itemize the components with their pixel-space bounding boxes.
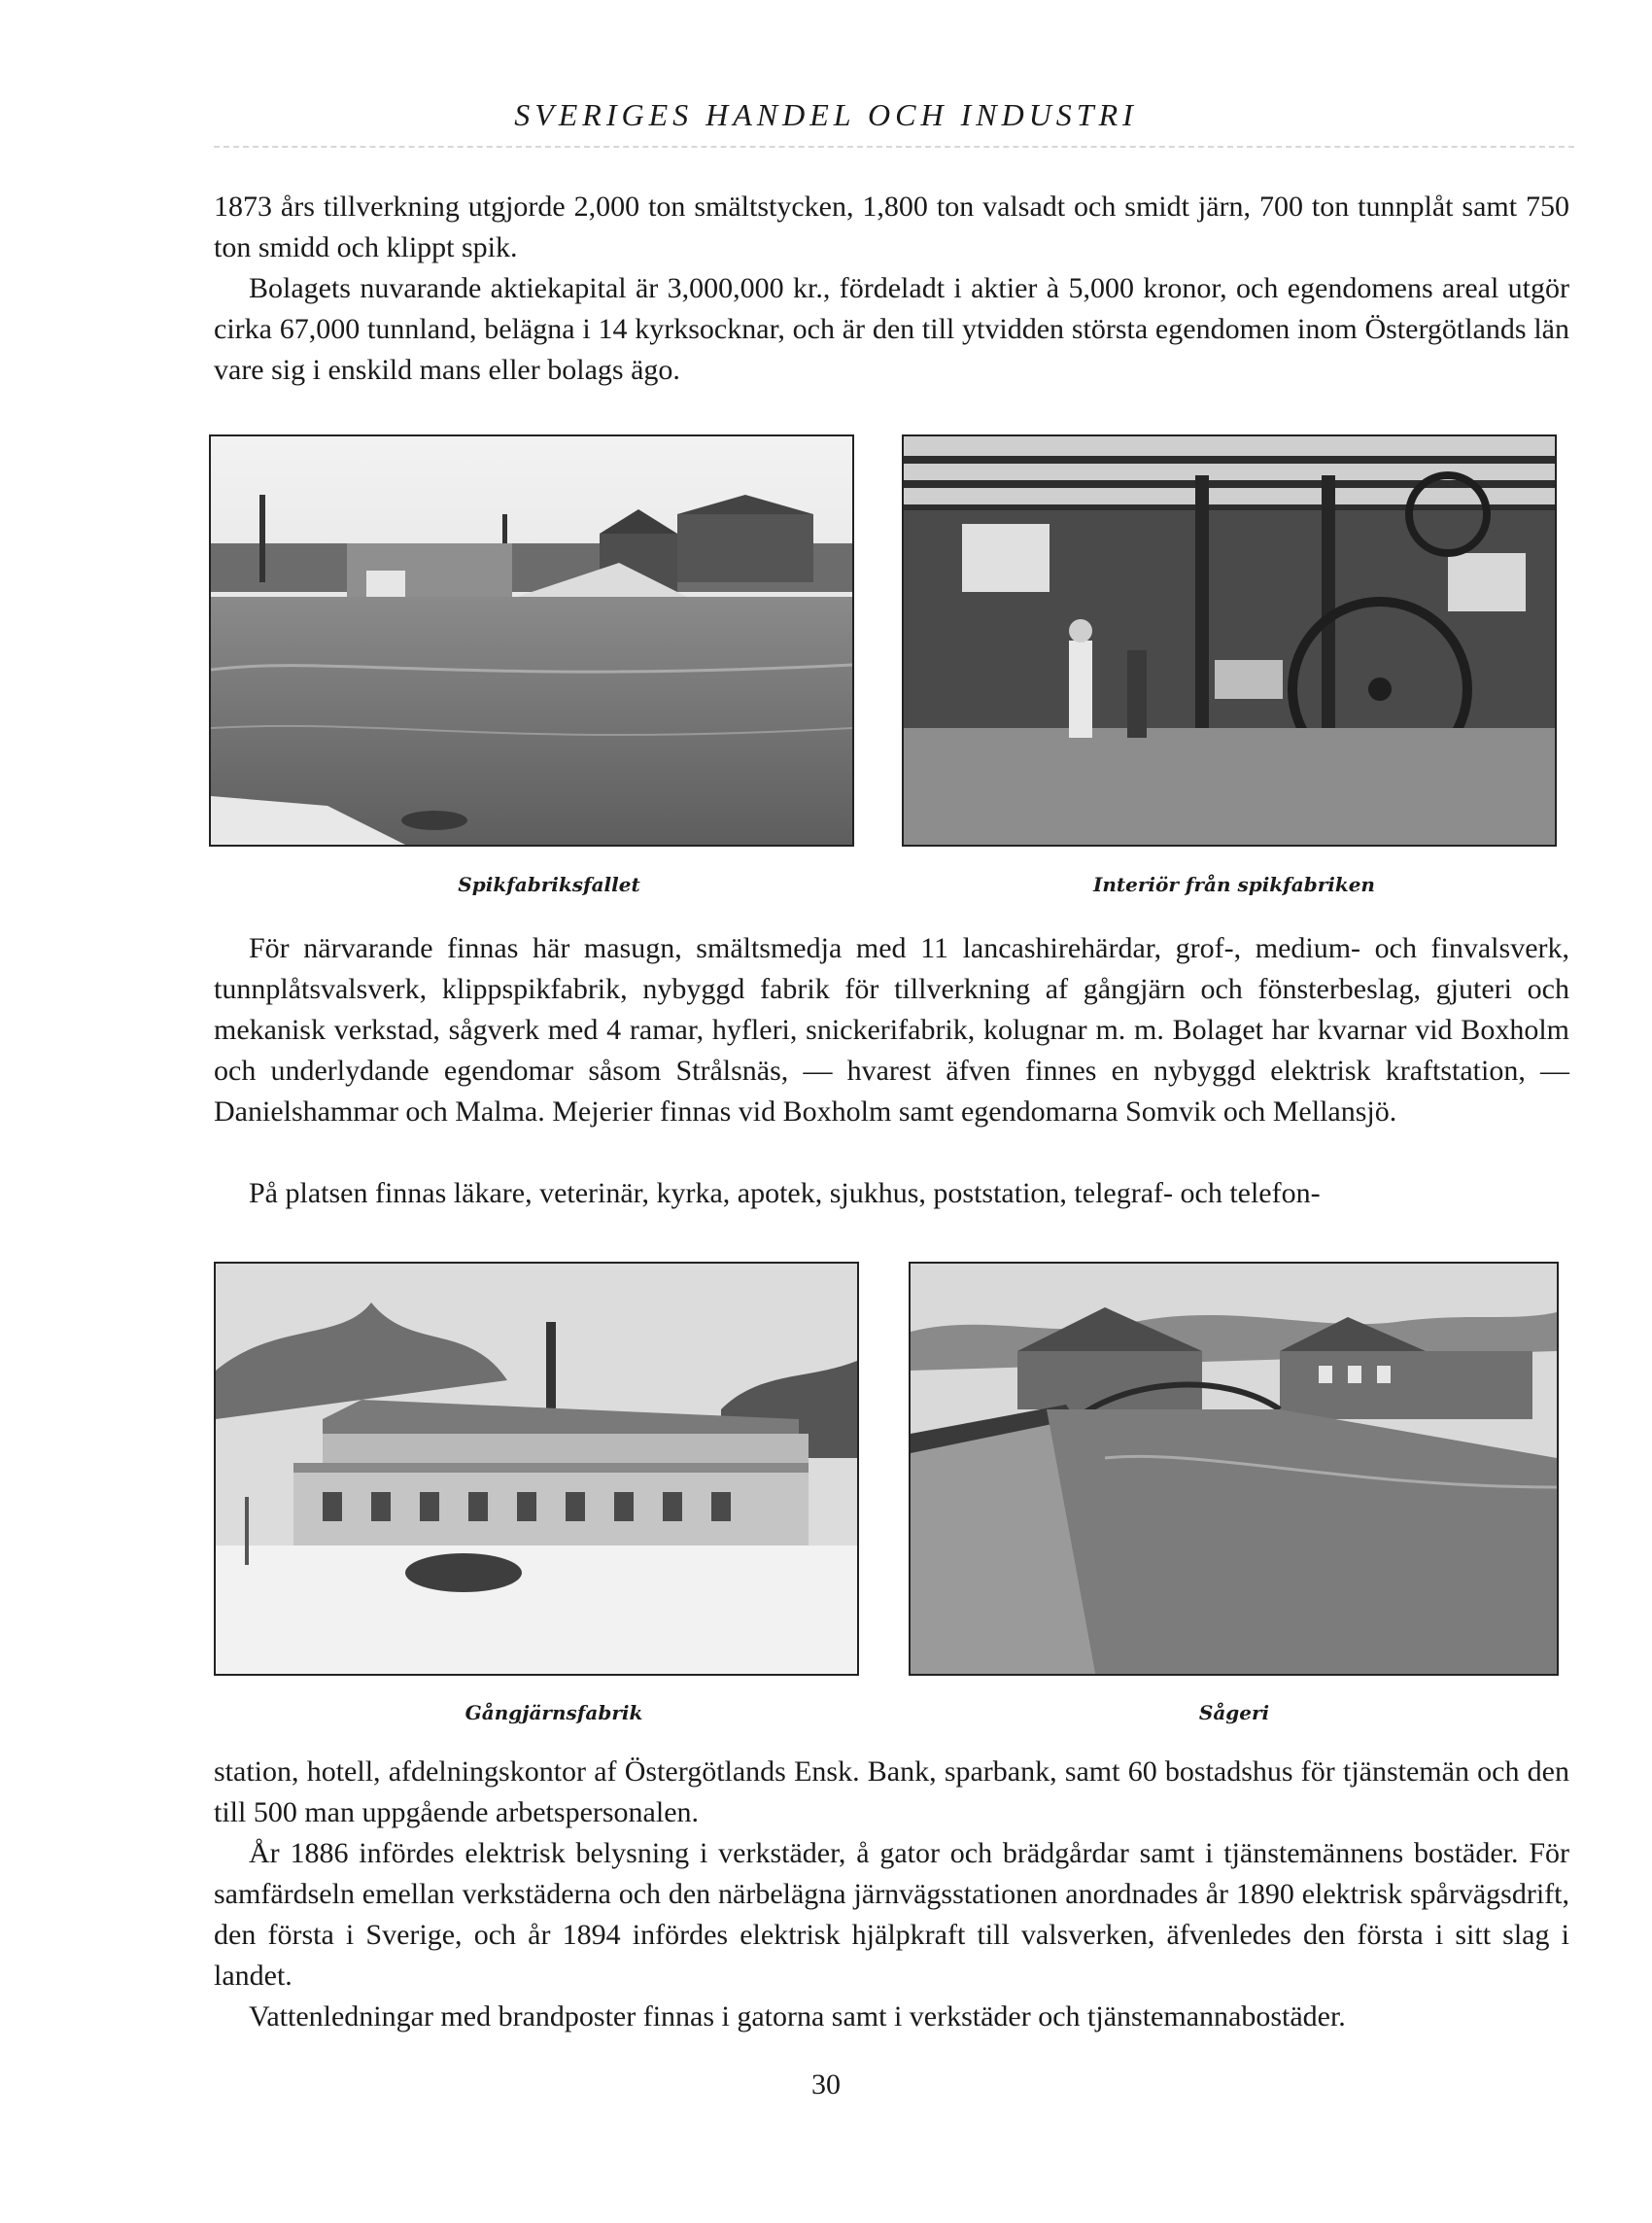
header-divider bbox=[214, 146, 1574, 148]
paragraph-share-capital: Bolagets nuvarande aktiekapital är 3,000,000 kr., fördeladt i aktier à 5,000 kronor, och egendomens areal utgör cirka 67,000 tunnland, belägna i 14 kyrksocknar, och är den till ytvidden största egendomen inom Östergötlands län vare sig i enskild mans eller bolags ägo. bbox=[214, 272, 1569, 386]
paragraph-water-supply: Vattenledningar med brandposter finnas i gatorna samt i verkstäder och tjänstemannabostäder. bbox=[249, 2000, 1346, 2032]
photo-sageri bbox=[909, 1262, 1559, 1676]
paragraph-production-1873: 1873 års tillverkning utgjorde 2,000 ton smältstycken, 1,800 ton valsadt och smidt järn, 700 ton tunnplåt samt 750 ton smidd och klippt spik. bbox=[214, 191, 1569, 263]
page-number: 30 bbox=[811, 2068, 841, 2101]
photo-gangjarnsfabrik bbox=[214, 1262, 859, 1676]
paragraph-electric-lighting: År 1886 infördes elektrisk belysning i verkstäder, å gator och brädgårdar samt i tjänstemännens bostäder. För samfärdseln emellan verkstäderna och den närbelägna järnvägsstationen anordnades år 1890 elektrisk spårvägsdrift, den första i Sverige, och år 1894 infördes elektrisk hjälpkraft till valsverken, äfvenledes den första i sitt slag i landet. bbox=[214, 1837, 1569, 1992]
caption-gangjarnsfabrik: Gångjärnsfabrik bbox=[465, 1701, 643, 1724]
photo-interior-spikfabriken bbox=[902, 434, 1557, 847]
caption-interior-spikfabriken: Interiör från spikfabriken bbox=[1093, 873, 1375, 896]
caption-spikfabriksfallet: Spikfabriksfallet bbox=[458, 873, 640, 896]
paragraph-facilities: För närvarande finnas här masugn, smältsmedja med 11 lancashirehärdar, grof-, medium- och finvalsverk, tunnplåtsvalsverk, klippspikfabrik, nybyggd fabrik för tillverkning af gångjärn och fönsterbeslag, gjuteri och mekanisk verkstad, sågverk med 4 ramar, hyfleri, snickerifabrik, kolugnar m. m. Bolaget har kvarnar vid Boxholm och underlydande egendomar såsom Strålsnäs, — hvarest äfven finnes en nybyggd elektrisk kraftstation, — Danielshammar och Malma. Mejerier finnas vid Boxholm samt egendomarna Somvik och Mellansjö. bbox=[214, 932, 1569, 1128]
paragraph-services-start: På platsen finnas läkare, veterinär, kyrka, apotek, sjukhus, poststation, telegraf- och telefon- bbox=[249, 1177, 1321, 1209]
running-title: SVERIGES HANDEL OCH INDUSTRI bbox=[514, 97, 1138, 132]
caption-sageri: Sågeri bbox=[1198, 1701, 1270, 1724]
photo-spikfabriksfallet bbox=[209, 434, 854, 847]
paragraph-services-end: station, hotell, afdelningskontor af Östergötlands Ensk. Bank, sparbank, samt 60 bostadshus för tjänstemän och den till 500 man uppgående arbetspersonalen. bbox=[214, 1755, 1569, 1828]
